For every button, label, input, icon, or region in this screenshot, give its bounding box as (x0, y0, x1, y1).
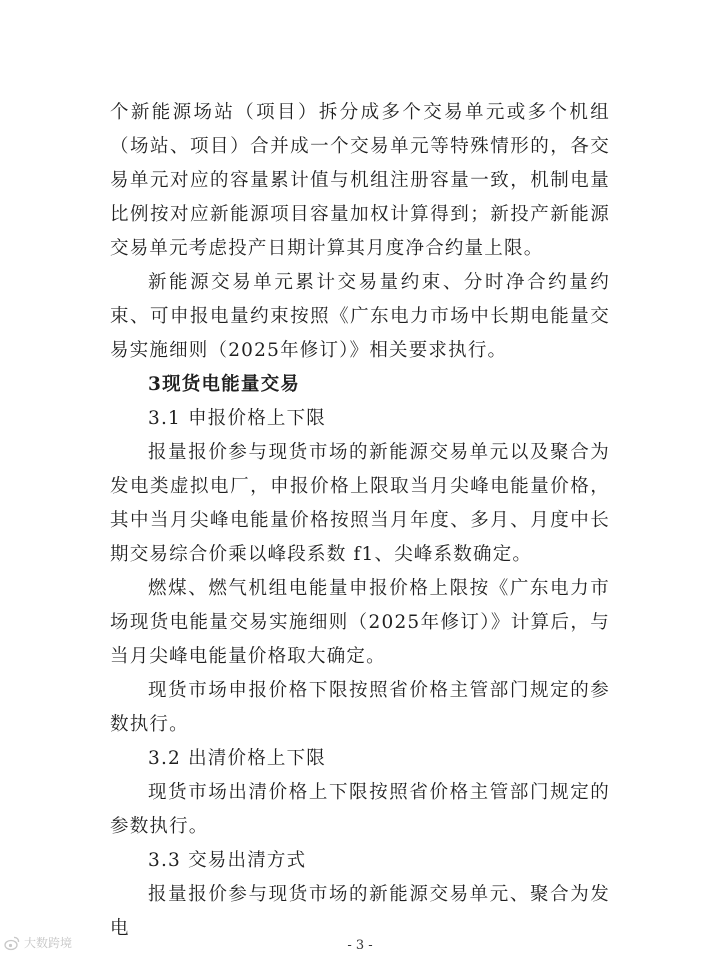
watermark (4, 934, 72, 951)
watermark-text: 大数跨境 (24, 936, 73, 950)
paragraph-3-1-c: 现货市场申报价格下限按照省价格主管部门规定的参数执行。 (110, 680, 610, 735)
paragraph-3-2: 现货市场出清价格上下限按照省价格主管部门规定的参数执行。 (110, 782, 610, 837)
page-number: - 3 - (347, 938, 373, 953)
subsection-heading-3-2: 3.2 出清价格上下限 (148, 748, 327, 769)
paragraph-2: 新能源交易单元累计交易量约束、分时净合约量约束、可申报电量约束按照《广东电力市场中长期电能量交易实施细则（2025年修订）》相关要求执行。 (110, 272, 610, 361)
section-heading-3: 3现货电能量交易 (148, 374, 300, 395)
subsection-heading-3-1: 3.1 申报价格上下限 (148, 408, 327, 429)
paragraph-3-3: 报量报价参与现货市场的新能源交易单元、聚合为发电 (110, 884, 610, 939)
paragraph-3-1-b: 燃煤、燃气机组电能量申报价格上限按《广东电力市场现货电能量交易实施细则（2025年修订）》计算后，与当月尖峰电能量价格取大确定。 (110, 578, 610, 667)
weibo-icon (4, 935, 20, 951)
paragraph-3-1-a: 报量报价参与现货市场的新能源交易单元以及聚合为发电类虚拟电厂，申报价格上限取当月尖峰电能量价格，其中当月尖峰电能量价格按照当月年度、多月、月度中长期交易综合价乘以峰段系数 f1、尖峰系数确定。 (110, 442, 610, 565)
subsection-heading-3-3: 3.3 交易出清方式 (148, 850, 307, 871)
paragraph-1: 个新能源场站（项目）拆分成多个交易单元或多个机组（场站、项目）合并成一个交易单元等特殊情形的，各交易单元对应的容量累计值与机组注册容量一致，机制电量比例按对应新能源项目容量加权计算得到；新投产新能源交易单元考虑投产日期计算其月度净合约量上限。 (110, 102, 610, 259)
